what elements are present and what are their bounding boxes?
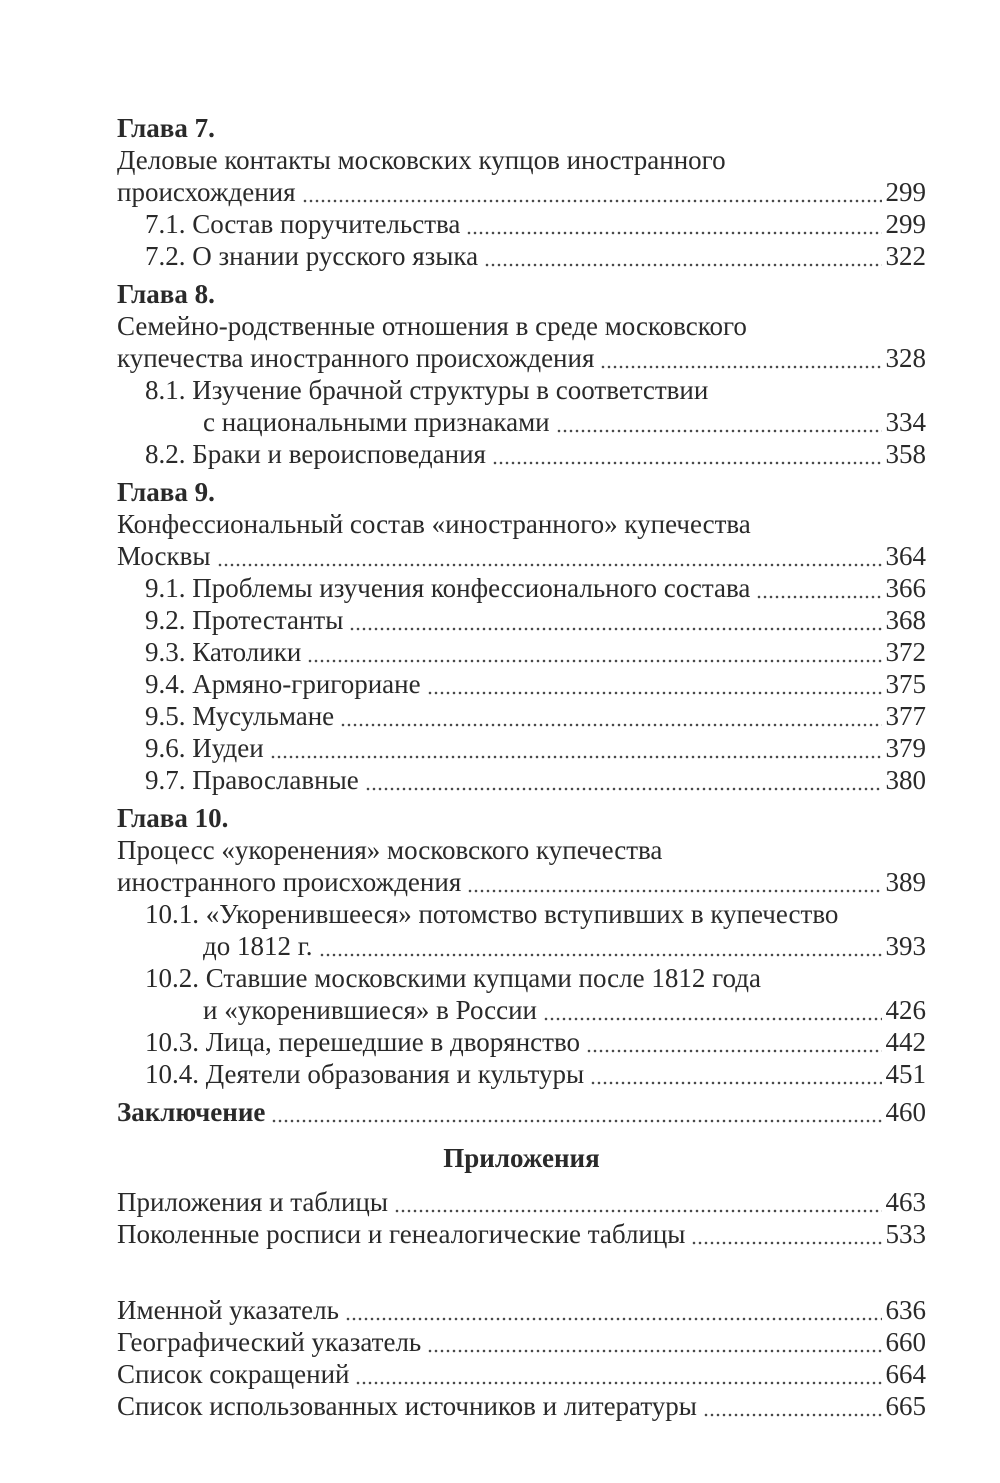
toc-entry-9-7[interactable] <box>117 764 926 796</box>
dot-leader <box>307 636 881 668</box>
chapter-8-title-line2: купечества иностранного происхождения <box>117 343 595 373</box>
dot-leader <box>271 1096 881 1128</box>
section-10-1-line2: до 1812 г. <box>203 931 313 961</box>
appendix-label: Поколенные росписи и генеалогические таблицы <box>117 1219 686 1249</box>
page-number: 463 <box>885 1187 926 1217</box>
dot-leader <box>355 1358 881 1390</box>
page-number: 426 <box>885 995 926 1025</box>
section-label: 10.4. Деятели образования и культуры <box>145 1059 585 1089</box>
chapter-9-title-line2: Москвы <box>117 541 211 571</box>
page-number: 393 <box>885 931 926 961</box>
page-number: 379 <box>885 733 926 763</box>
dot-leader <box>756 572 881 604</box>
section-8-1-line2: с национальными признаками <box>203 407 550 437</box>
toc-entry-7-1[interactable] <box>117 208 926 240</box>
index-label: Именной указатель <box>117 1295 339 1325</box>
dot-leader <box>484 240 881 272</box>
page-number: 377 <box>885 701 926 731</box>
dot-leader <box>394 1186 882 1218</box>
page-number: 389 <box>885 867 926 897</box>
chapter-10-title-line2: иностранного происхождения <box>117 867 462 897</box>
section-label: 9.5. Мусульмане <box>145 701 335 731</box>
chapter-9-title-line1: Конфессиональный состав «иностранного» купечества <box>117 509 751 539</box>
toc-entry-geo-index[interactable] <box>117 1326 926 1358</box>
toc-entry-appendix-2[interactable] <box>117 1218 926 1250</box>
toc-entry-10-4[interactable] <box>117 1058 926 1090</box>
toc-entry-abbreviations[interactable] <box>117 1358 926 1390</box>
dot-leader <box>270 732 882 764</box>
section-label: 9.2. Протестанты <box>145 605 344 635</box>
chapter-10-title-line1: Процесс «укоренения» московского купечества <box>117 835 663 865</box>
index-label: Географический указатель <box>117 1327 422 1357</box>
dot-leader <box>556 406 882 438</box>
page-number: 533 <box>885 1219 926 1249</box>
page-number: 460 <box>885 1097 926 1127</box>
dot-leader <box>586 1026 881 1058</box>
toc-entry-8-1[interactable] <box>117 406 926 438</box>
section-label: 9.7. Православные <box>145 765 359 795</box>
chapter-7-title-line1: Деловые контакты московских купцов иностранного <box>117 145 726 175</box>
toc-entry-9-2[interactable] <box>117 604 926 636</box>
section-label: 7.1. Состав поручительства <box>145 209 461 239</box>
page-number: 442 <box>885 1027 926 1057</box>
dot-leader <box>427 1326 881 1358</box>
section-label: 9.3. Католики <box>145 637 302 667</box>
toc-entry-name-index[interactable] <box>117 1294 926 1326</box>
dot-leader <box>349 604 881 636</box>
toc-entry-9-4[interactable] <box>117 668 926 700</box>
toc-entry-9-3[interactable] <box>117 636 926 668</box>
page-number: 322 <box>885 241 926 271</box>
dot-leader <box>703 1390 882 1422</box>
dot-leader <box>543 994 881 1026</box>
page-number: 358 <box>885 439 926 469</box>
section-label: 8.2. Браки и вероисповедания <box>145 439 486 469</box>
page-number: 451 <box>885 1059 926 1089</box>
page-number: 380 <box>885 765 926 795</box>
section-label: 9.1. Проблемы изучения конфессионального состава <box>145 573 751 603</box>
dot-leader <box>365 764 882 796</box>
chapter-8-title-line1: Семейно-родственные отношения в среде московского <box>117 311 747 341</box>
toc-entry-10-2[interactable] <box>117 994 926 1026</box>
toc-entry-appendix-1[interactable] <box>117 1186 926 1218</box>
toc-entry-7-2[interactable] <box>117 240 926 272</box>
page-number: 334 <box>885 407 926 437</box>
chapter-7-title-line2: происхождения <box>117 177 296 207</box>
chapter-10-heading: Глава 10. <box>117 803 229 833</box>
toc-entry-conclusion[interactable] <box>117 1096 926 1128</box>
toc-entry-8-2[interactable] <box>117 438 926 470</box>
dot-leader <box>590 1058 881 1090</box>
dot-leader <box>600 342 881 374</box>
dot-leader <box>345 1294 882 1326</box>
toc-entry-sources[interactable] <box>117 1390 926 1422</box>
page-number: 665 <box>885 1391 926 1421</box>
toc-entry-chapter-7[interactable] <box>117 176 926 208</box>
page-number: 660 <box>885 1327 926 1357</box>
toc-entry-chapter-9[interactable] <box>117 540 926 572</box>
toc-entry-10-1[interactable] <box>117 930 926 962</box>
chapter-8-heading: Глава 8. <box>117 279 215 309</box>
page-number: 364 <box>885 541 926 571</box>
section-label: 9.6. Иудеи <box>145 733 264 763</box>
page-number: 372 <box>885 637 926 667</box>
table-of-contents <box>117 112 926 1422</box>
dot-leader <box>691 1218 881 1250</box>
page-number: 375 <box>885 669 926 699</box>
toc-entry-9-6[interactable] <box>117 732 926 764</box>
page-number: 328 <box>885 343 926 373</box>
dot-leader <box>340 700 881 732</box>
toc-entry-chapter-10[interactable] <box>117 866 926 898</box>
dot-leader <box>319 930 882 962</box>
section-label: 7.2. О знании русского языка <box>145 241 479 271</box>
page-number: 366 <box>885 573 926 603</box>
appendices-heading: Приложения <box>443 1143 600 1173</box>
dot-leader <box>492 438 882 470</box>
toc-entry-9-5[interactable] <box>117 700 926 732</box>
appendix-label: Приложения и таблицы <box>117 1187 388 1217</box>
toc-entry-9-1[interactable] <box>117 572 926 604</box>
page-number: 368 <box>885 605 926 635</box>
toc-entry-chapter-8[interactable] <box>117 342 926 374</box>
conclusion-label: Заключение <box>117 1097 266 1127</box>
page-number: 664 <box>885 1359 926 1389</box>
section-10-1-line1: 10.1. «Укоренившееся» потомство вступивших в купечество <box>145 899 839 929</box>
index-label: Список использованных источников и литературы <box>117 1391 697 1421</box>
section-8-1-line1: 8.1. Изучение брачной структуры в соответствии <box>145 375 709 405</box>
section-10-2-line2: и «укоренившиеся» в России <box>203 995 538 1025</box>
chapter-9-heading: Глава 9. <box>117 477 215 507</box>
section-label: 10.3. Лица, перешедшие в дворянство <box>145 1027 581 1057</box>
dot-leader <box>217 540 882 572</box>
page-number: 299 <box>885 177 926 207</box>
dot-leader <box>467 866 881 898</box>
toc-entry-10-3[interactable] <box>117 1026 926 1058</box>
page-number: 299 <box>885 209 926 239</box>
index-label: Список сокращений <box>117 1359 350 1389</box>
chapter-7-heading: Глава 7. <box>117 113 215 143</box>
dot-leader <box>302 176 882 208</box>
section-label: 9.4. Армяно-григориане <box>145 669 421 699</box>
dot-leader <box>427 668 882 700</box>
dot-leader <box>466 208 881 240</box>
page-number: 636 <box>885 1295 926 1325</box>
section-10-2-line1: 10.2. Ставшие московскими купцами после 1812 года <box>145 963 761 993</box>
